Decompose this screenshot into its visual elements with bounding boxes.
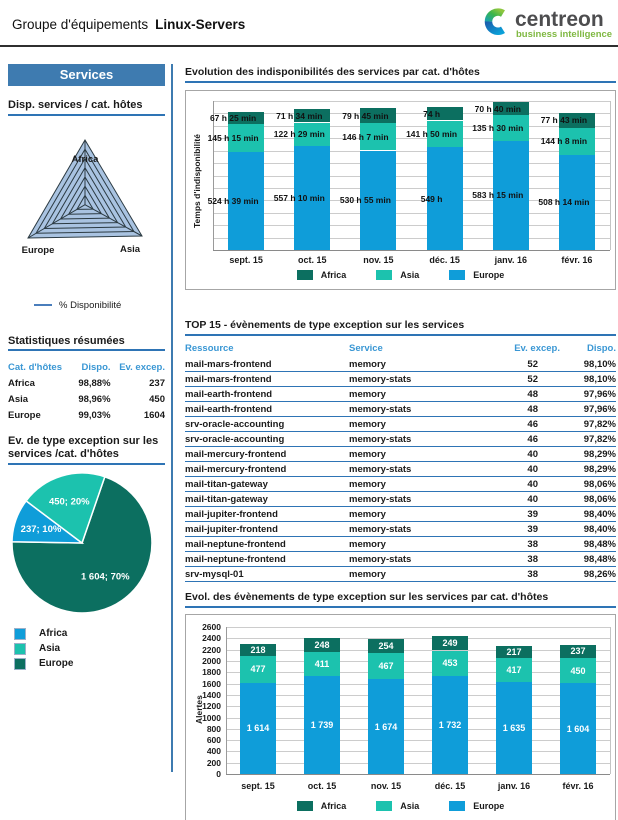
x-axis-label: nov. 15 [363,255,394,265]
gridline [226,650,610,651]
legend-item [297,801,347,811]
logo-green-arc-icon [489,12,504,21]
chart-legend [186,270,615,280]
table-cell: memory-stats [349,492,498,507]
y-tick-label: 1200 [202,701,221,712]
stats-section-heading: Statistiques résumées [8,335,165,352]
table-cell: memory [349,507,498,522]
bar-value-label: 530 h 55 min [339,195,391,206]
table-cell: 98,40% [560,522,616,537]
bar-value-label: 144 h 8 min [540,136,588,147]
table-row [185,492,616,507]
stats-cell: Asia [8,393,29,405]
stats-row [8,391,165,407]
stats-cell: 237 [149,377,165,389]
legend-swatch-europe [449,801,465,811]
radar-legend-label: % Disponibilité [59,299,122,311]
legend-item [376,270,419,280]
bar-value-label: 411 [314,659,330,670]
col-ressource: Ressource [185,343,234,354]
pie-section-heading: Ev. de type exception sur les services /cat. d'hôtes [8,435,165,464]
table-cell: 98,48% [560,552,616,567]
legend-label: Asia [400,270,420,280]
table-cell: memory [349,357,498,372]
gridline [226,774,610,775]
gridline [213,113,610,114]
table-cell: memory [349,477,498,492]
bar-value-label: 122 h 29 min [273,129,325,139]
gridline [213,250,610,251]
gridline [226,751,610,752]
table-cell: mail-earth-frontend [185,402,349,417]
bar-value-label: 70 h 40 min [474,103,521,114]
table-cell: 98,29% [560,462,616,477]
gridline [226,695,610,696]
y-tick-label: 2000 [202,655,221,666]
pie-slice-label: 450; 20% [48,496,90,508]
pie-chart-svg [8,471,160,619]
availability-line-icon [34,304,52,306]
gridline [213,188,610,189]
table-cell: memory [349,567,498,582]
col-service: Service [349,343,383,354]
bar-value-label: 1 604 [566,723,590,734]
chart1-y-axis-title: Temps d'indisponibilité [192,134,202,228]
gridline [226,661,610,662]
radar-legend [34,300,165,311]
table-row [185,432,616,447]
table-row [185,417,616,432]
plot-right-border [610,627,611,774]
gridline [213,126,610,127]
table-cell: 98,40% [560,507,616,522]
table-cell: 98,06% [560,477,616,492]
bar-value-label: 79 h 45 min [342,110,389,121]
x-axis-label: déc. 15 [429,255,460,265]
bar-value-label: 453 [442,658,458,669]
legend-item [376,801,419,811]
table-cell: srv-mysql-01 [185,567,349,582]
legend-label: Asia [39,643,61,655]
table-cell: 98,10% [560,372,616,387]
table-row [185,402,616,417]
table-cell: 52 [498,372,560,387]
legend-label: Africa [39,628,68,640]
pie-legend-item [14,643,165,655]
table-cell: mail-titan-gateway [185,477,349,492]
table-cell: 38 [498,567,560,582]
table-cell: mail-jupiter-frontend [185,522,349,537]
bar-value-label: 135 h 30 min [472,122,524,133]
table-cell: 39 [498,507,560,522]
gridline [226,672,610,673]
legend-swatch-asia [14,643,26,655]
table-cell: 48 [498,387,560,402]
x-axis-label: oct. 15 [298,255,327,265]
bar-value-label: 237 [570,646,586,657]
stats-cell: 99,03% [78,409,111,421]
legend-swatch-asia [376,801,392,811]
table-cell: 98,48% [560,537,616,552]
unavailability-chart [185,90,616,290]
top15-table-title: TOP 15 - évènements de type exception sur les services [185,319,616,336]
bar-value-label: 524 h 39 min [207,195,259,206]
bar-value-label: 1 674 [374,721,398,732]
bar-value-label: 217 [506,646,522,657]
y-tick-label: 1600 [202,678,221,689]
gridline [213,176,610,177]
x-axis-label: déc. 15 [434,781,466,791]
table-cell: mail-earth-frontend [185,387,349,402]
radar-axis-asia: Asia [119,243,141,255]
stats-cell: Africa [8,377,35,389]
gridline [213,101,610,102]
bar-value-label: 141 h 50 min [406,128,458,139]
logo-text: centreon [515,8,604,31]
bar-value-label: 1 614 [246,723,270,734]
legend-swatch-africa [297,270,313,280]
table-cell: 97,96% [560,387,616,402]
table-cell: mail-mars-frontend [185,357,349,372]
legend-item [297,270,347,280]
table-cell: 98,26% [560,567,616,582]
table-cell: memory-stats [349,522,498,537]
radar-section-heading: Disp. services / cat. hôtes [8,99,165,116]
table-cell: 98,29% [560,447,616,462]
bar-value-label: 583 h 15 min [472,190,524,201]
bar-value-label: 508 h 14 min [538,197,590,208]
pie-chart [8,471,165,670]
table-cell: 40 [498,462,560,477]
table-row [185,522,616,537]
legend-swatch-asia [376,270,392,280]
pie-legend-item [14,628,165,640]
legend-swatch-africa [297,801,313,811]
table-cell: memory [349,447,498,462]
y-tick-label: 1400 [202,689,221,700]
table-cell: memory-stats [349,432,498,447]
legend-swatch-africa [14,628,26,640]
table-cell: 46 [498,432,560,447]
table-cell: memory [349,387,498,402]
stats-col-events: Ev. excep. [119,361,165,373]
gridline [213,213,610,214]
table-cell: 39 [498,522,560,537]
table-row [185,447,616,462]
bar-value-label: 549 h [420,193,443,204]
chart2-title: Evol. des évènements de type exception sur les services par cat. d'hôtes [185,591,616,608]
table-row [185,357,616,372]
bar-value-label: 249 [442,638,458,649]
table-cell: 97,82% [560,417,616,432]
table-cell: 97,96% [560,402,616,417]
table-cell: mail-neptune-frontend [185,552,349,567]
gridline [226,638,610,639]
table-row [185,567,616,582]
pie-legend [8,628,165,670]
summary-stats-table [8,359,165,423]
stats-row [8,375,165,391]
stats-header-row [8,359,165,375]
bar-value-label: 248 [314,640,330,651]
table-row [185,462,616,477]
logo-subtext: business intelligence [516,29,612,40]
centreon-logo-svg [482,4,612,42]
top15-header-row [185,341,616,357]
gridline [226,718,610,719]
bar-value-label: 254 [378,640,394,651]
pie-slice-label: 237; 10% [20,523,62,535]
gridline [213,225,610,226]
y-axis-line [226,627,227,774]
bar-value-label: 1 635 [502,722,526,733]
table-cell: 98,06% [560,492,616,507]
legend-swatch-europe [449,270,465,280]
bar-value-label: 74 h [423,108,441,119]
table-cell: 46 [498,417,560,432]
y-tick-label: 2600 [202,622,221,632]
x-axis-label: sept. 15 [229,255,263,265]
x-axis-label: janv. 16 [497,781,531,791]
gridline [213,151,610,152]
group-label: Groupe d'équipements [12,17,149,32]
x-axis-label: sept. 15 [241,781,275,791]
x-axis-label: févr. 16 [561,255,593,265]
table-cell: 98,10% [560,357,616,372]
bar-value-label: 450 [570,665,586,676]
y-tick-label: 200 [206,757,221,768]
stats-cell: 1604 [143,409,165,421]
gridline [213,163,610,164]
y-tick-label: 800 [206,723,221,734]
chart2-y-axis-title: Alertes [194,695,204,725]
table-cell: srv-oracle-accounting [185,417,349,432]
bar-value-label: 1 732 [438,720,462,730]
x-axis-label: oct. 15 [307,781,337,791]
legend-label: Africa [320,801,347,811]
legend-label: Europe [473,801,505,811]
col-ev-excep: Ev. excep. [514,343,560,354]
gridline [226,627,610,628]
y-tick-label: 2200 [202,644,221,655]
y-tick-label: 2400 [202,633,221,644]
bar-value-label: 71 h 34 min [276,110,323,121]
bar-value-label: 1 739 [310,719,334,730]
stats-col-category: Cat. d'hôtes [8,361,62,373]
table-row [185,537,616,552]
table-row [185,507,616,522]
gridline [226,729,610,730]
stats-cell: Europe [8,409,41,421]
x-axis-label: janv. 16 [494,255,527,265]
gridline [226,763,610,764]
stats-row [8,407,165,423]
table-cell: mail-neptune-frontend [185,537,349,552]
page-title [12,17,245,32]
radar-chart [8,126,165,311]
y-tick-label: 600 [206,735,221,746]
legend-swatch-europe [14,658,26,670]
stats-col-dispo: Dispo. [81,361,111,373]
table-cell: 40 [498,447,560,462]
table-cell: 48 [498,402,560,417]
table-cell: 52 [498,357,560,372]
gridline [226,706,610,707]
sidebar-divider [171,64,173,772]
table-cell: memory-stats [349,402,498,417]
table-cell: 97,82% [560,432,616,447]
table-cell: memory-stats [349,372,498,387]
legend-label: Africa [320,270,347,280]
radar-chart-svg [8,126,165,261]
col-dispo: Dispo. [586,343,616,354]
legend-item [449,801,504,811]
stats-cell: 450 [149,393,165,405]
legend-item [449,270,504,280]
gridline [213,238,610,239]
x-axis-label: nov. 15 [370,781,402,791]
centreon-logo [482,4,612,47]
pie-legend-item [14,658,165,670]
legend-label: Europe [39,658,74,670]
table-cell: memory [349,537,498,552]
y-axis-line [213,101,214,250]
pie-slice-label: 1 604; 70% [81,570,130,582]
sidebar [8,64,165,673]
table-cell: mail-jupiter-frontend [185,507,349,522]
legend-label: Asia [400,801,420,811]
logo-blue-arc-icon [488,22,503,32]
legend-label: Europe [473,270,505,280]
stats-cell: 98,96% [78,393,111,405]
table-cell: mail-titan-gateway [185,492,349,507]
table-row [185,477,616,492]
table-row [185,552,616,567]
table-row [185,372,616,387]
y-tick-label: 0 [216,769,221,779]
bar-value-label: 77 h 43 min [540,115,588,126]
table-cell: 40 [498,477,560,492]
table-cell: mail-mars-frontend [185,372,349,387]
table-cell: mail-mercury-frontend [185,447,349,462]
table-cell: memory-stats [349,462,498,477]
plot-right-border [610,101,611,250]
exceptions-chart [185,614,616,820]
chart-legend [186,801,615,811]
table-row [185,387,616,402]
chart1-title: Evolution des indisponibilités des services par cat. d'hôtes [185,66,616,83]
bar-value-label: 146 h 7 min [342,131,389,142]
bar-value-label: 477 [250,664,266,675]
bar-value-label: 417 [506,664,522,675]
table-cell: 38 [498,537,560,552]
x-axis-label: févr. 16 [562,781,594,791]
table-cell: mail-mercury-frontend [185,462,349,477]
table-cell: memory [349,417,498,432]
y-tick-label: 400 [206,746,221,757]
top15-table [185,341,616,582]
y-tick-label: 1000 [202,712,221,723]
table-cell: 38 [498,552,560,567]
main-content [185,60,616,820]
bar-value-label: 145 h 15 min [207,133,259,143]
table-cell: 40 [498,492,560,507]
gridline [226,740,610,741]
y-tick-label: 1800 [202,667,221,678]
table-cell: memory-stats [349,552,498,567]
bar-value-label: 218 [250,644,266,655]
gridline [226,684,610,685]
sidebar-title: Services [8,64,165,86]
group-name: Linux-Servers [155,17,246,32]
table-cell: srv-oracle-accounting [185,432,349,447]
bar-value-label: 467 [378,661,394,672]
report-header [0,0,618,47]
radar-axis-africa: Africa [71,153,99,165]
radar-axis-europe: Europe [21,244,55,256]
stats-cell: 98,88% [78,377,111,389]
bar-value-label: 67 h 25 min [209,113,257,124]
bar-value-label: 557 h 10 min [273,192,325,203]
